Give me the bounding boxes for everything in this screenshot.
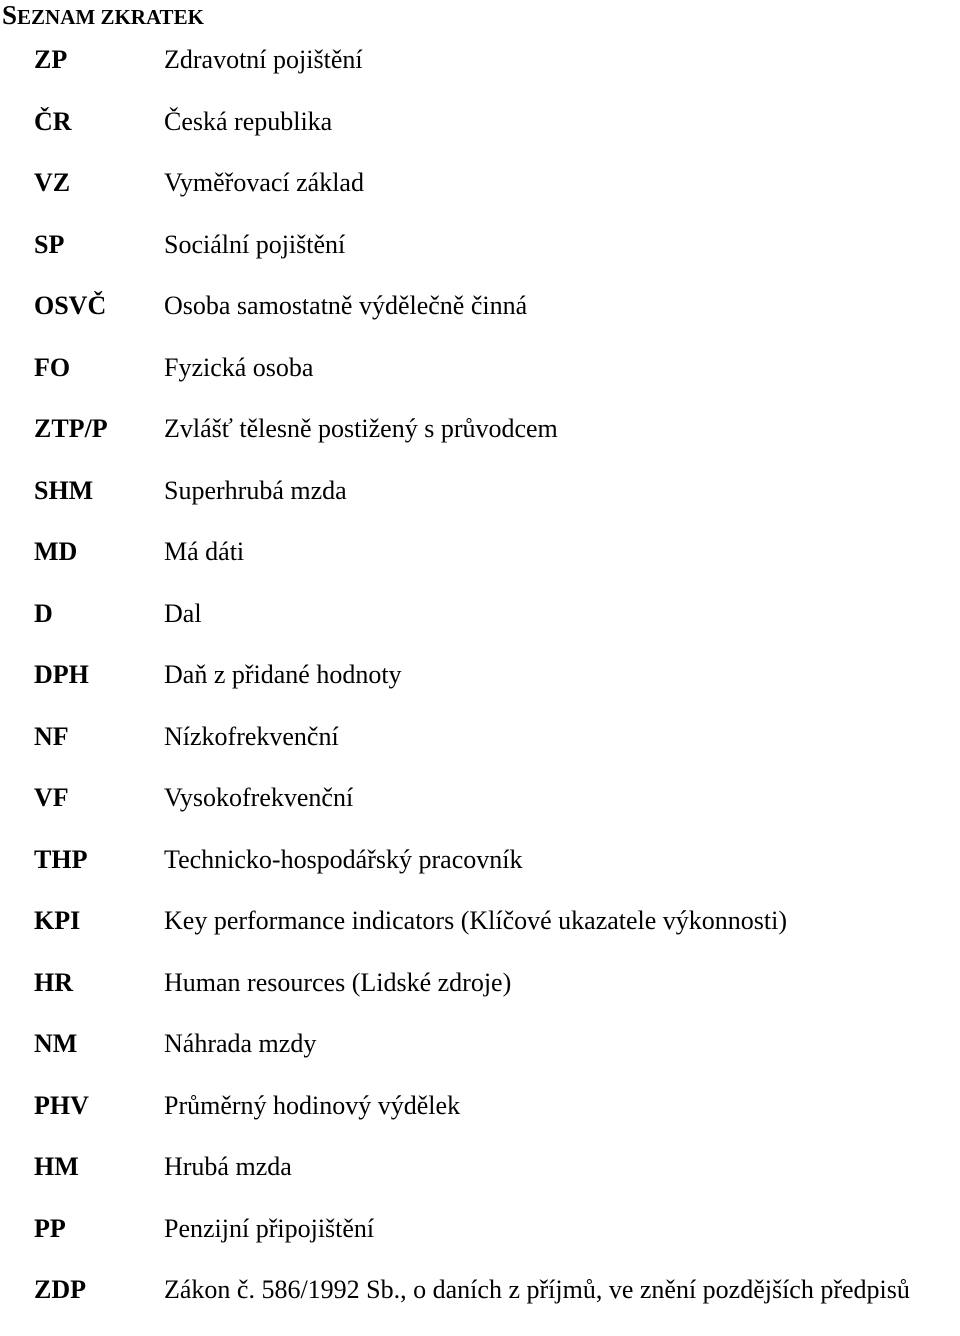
abbreviation-row	[0, 290, 960, 352]
abbreviation-row	[0, 598, 960, 660]
abbreviation-term: SP	[34, 229, 65, 259]
abbreviation-definition: Superhrubá mzda	[164, 475, 347, 505]
abbreviation-term: ZTP/P	[34, 414, 108, 443]
abbreviation-term: PHV	[34, 1090, 89, 1120]
abbreviation-row	[0, 167, 960, 229]
abbreviation-term: NF	[34, 721, 69, 751]
abbreviation-term: ČR	[34, 106, 72, 136]
abbreviation-term: SHM	[34, 475, 94, 505]
heading-rest: EZNAM ZKRATEK	[17, 5, 204, 29]
abbreviation-row	[0, 352, 960, 414]
abbreviation-row	[0, 905, 960, 967]
abbreviation-definition: Vyměřovací základ	[164, 168, 364, 197]
abbreviation-row	[0, 721, 960, 783]
abbreviation-row	[0, 413, 960, 475]
abbreviation-definition: Náhrada mzdy	[164, 1029, 317, 1058]
abbreviation-term: VZ	[34, 168, 71, 197]
heading-first-letter: S	[2, 0, 18, 30]
abbreviation-row	[0, 1274, 960, 1336]
abbreviation-definition: Hrubá mzda	[164, 1152, 292, 1181]
abbreviation-term: FO	[34, 352, 71, 382]
page-heading	[2, 0, 204, 32]
abbreviation-term: ZDP	[34, 1275, 86, 1304]
abbreviation-row	[0, 536, 960, 598]
abbreviation-definition: Osoba samostatně výdělečně činná	[164, 291, 528, 320]
abbreviation-row	[0, 1151, 960, 1213]
abbreviation-row	[0, 1090, 960, 1152]
abbreviation-term: THP	[34, 844, 88, 874]
abbreviation-definition: Vysokofrekvenční	[164, 783, 354, 812]
abbreviation-row	[0, 229, 960, 291]
abbreviation-definition: Nízkofrekvenční	[164, 721, 339, 751]
abbreviation-definition: Key performance indicators (Klíčové ukazatele výkonnosti)	[164, 906, 788, 935]
abbreviation-definition: Má dáti	[164, 537, 245, 566]
abbreviation-definition: Zákon č. 586/1992 Sb., o daních z příjmů, ve znění pozdějších předpisů	[164, 1275, 910, 1304]
abbreviation-term: HM	[34, 1152, 79, 1181]
abbreviation-row	[0, 659, 960, 721]
abbreviation-row	[0, 844, 960, 906]
abbreviation-row	[0, 1028, 960, 1090]
abbreviation-term: DPH	[34, 660, 89, 689]
abbreviation-row	[0, 44, 960, 106]
abbreviation-definition: Průměrný hodinový výdělek	[164, 1090, 461, 1120]
abbreviation-definition: Daň z přidané hodnoty	[164, 660, 402, 689]
abbreviation-definition: Dal	[164, 598, 202, 628]
abbreviation-term: KPI	[34, 906, 81, 935]
abbreviation-row	[0, 967, 960, 1029]
abbreviation-row	[0, 475, 960, 537]
abbreviation-row	[0, 106, 960, 168]
abbreviation-definition: Human resources (Lidské zdroje)	[164, 967, 512, 997]
abbreviation-term: PP	[34, 1213, 66, 1243]
abbreviation-definition: Technicko-hospodářský pracovník	[164, 844, 523, 874]
abbreviation-term: VF	[34, 783, 69, 812]
abbreviation-definition: Fyzická osoba	[164, 352, 314, 382]
abbreviation-definition: Česká republika	[164, 106, 333, 136]
abbreviation-definition: Zdravotní pojištění	[164, 45, 363, 74]
abbreviation-term: D	[34, 598, 53, 628]
abbreviation-term: OSVČ	[34, 291, 107, 320]
abbreviation-definition: Penzijní připojištění	[164, 1213, 375, 1243]
abbreviation-term: HR	[34, 967, 73, 997]
abbreviation-definition: Zvlášť tělesně postižený s průvodcem	[164, 414, 558, 443]
abbreviation-list	[0, 44, 960, 1336]
abbreviation-term: MD	[34, 537, 78, 566]
abbreviation-row	[0, 1213, 960, 1275]
abbreviation-definition: Sociální pojištění	[164, 229, 346, 259]
abbreviation-row	[0, 782, 960, 844]
abbreviation-term: ZP	[34, 45, 68, 74]
abbreviation-term: NM	[34, 1029, 78, 1058]
